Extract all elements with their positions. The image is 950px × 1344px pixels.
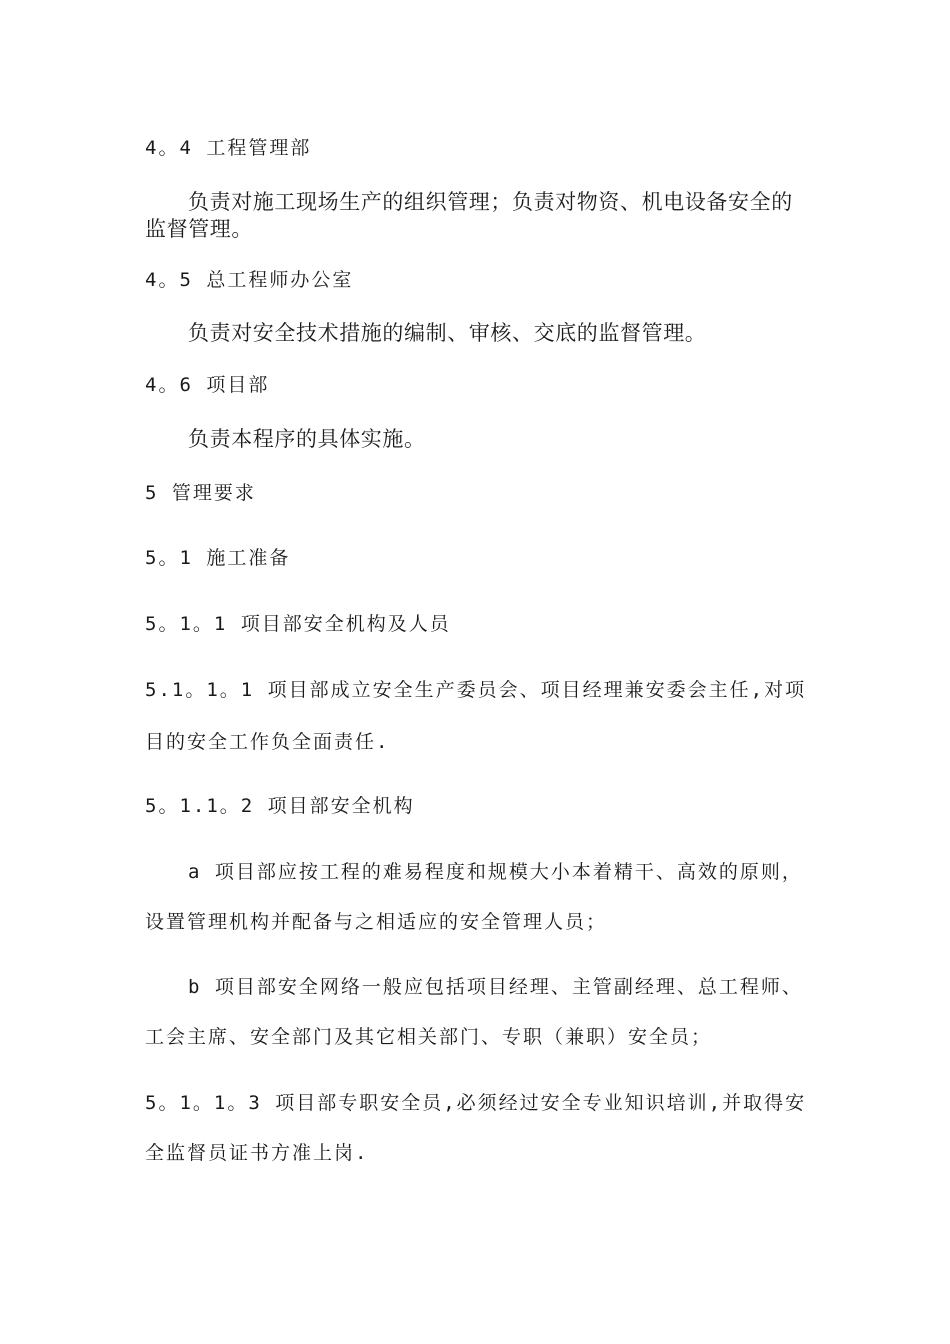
paragraph-line: 全监督员证书方准上岗. bbox=[145, 1142, 369, 1164]
section-heading-4-6: 4。6 项目部 bbox=[145, 374, 270, 396]
section-heading-5-1: 5。1 施工准备 bbox=[145, 547, 291, 569]
paragraph-line-5-1-1-1: 5.1。1。1 项目部成立安全生产委员会、项目经理兼安委会主任,对项 bbox=[145, 679, 807, 701]
paragraph-line: 负责对施工现场生产的组织管理；负责对物资、机电设备安全的 bbox=[188, 190, 793, 214]
section-heading-5-1-1: 5。1。1 项目部安全机构及人员 bbox=[145, 613, 451, 635]
section-heading-5-1-1-2: 5。1.1。2 项目部安全机构 bbox=[145, 795, 415, 817]
section-heading-4-4: 4。4 工程管理部 bbox=[145, 137, 312, 159]
section-heading-5: 5 管理要求 bbox=[145, 482, 256, 504]
paragraph-line-5-1-1-3: 5。1。1。3 项目部专职安全员,必须经过安全专业知识培训,并取得安 bbox=[145, 1092, 807, 1114]
list-item-b: b 项目部安全网络一般应包括项目经理、主管副经理、总工程师、 bbox=[188, 976, 803, 998]
paragraph-line: 负责对安全技术措施的编制、审核、交底的监督管理。 bbox=[188, 321, 707, 345]
paragraph-line: 负责本程序的具体实施。 bbox=[188, 427, 426, 451]
list-item-a: a 项目部应按工程的难易程度和规模大小本着精干、高效的原则， bbox=[188, 861, 803, 883]
paragraph-line: 监督管理。 bbox=[145, 217, 253, 241]
section-heading-4-5: 4。5 总工程师办公室 bbox=[145, 269, 354, 291]
paragraph-line: 目的安全工作负全面责任. bbox=[145, 731, 390, 753]
paragraph-line: 设置管理机构并配备与之相适应的安全管理人员； bbox=[145, 911, 608, 933]
paragraph-line: 工会主席、安全部门及其它相关部门、专职（兼职）安全员； bbox=[145, 1026, 713, 1048]
